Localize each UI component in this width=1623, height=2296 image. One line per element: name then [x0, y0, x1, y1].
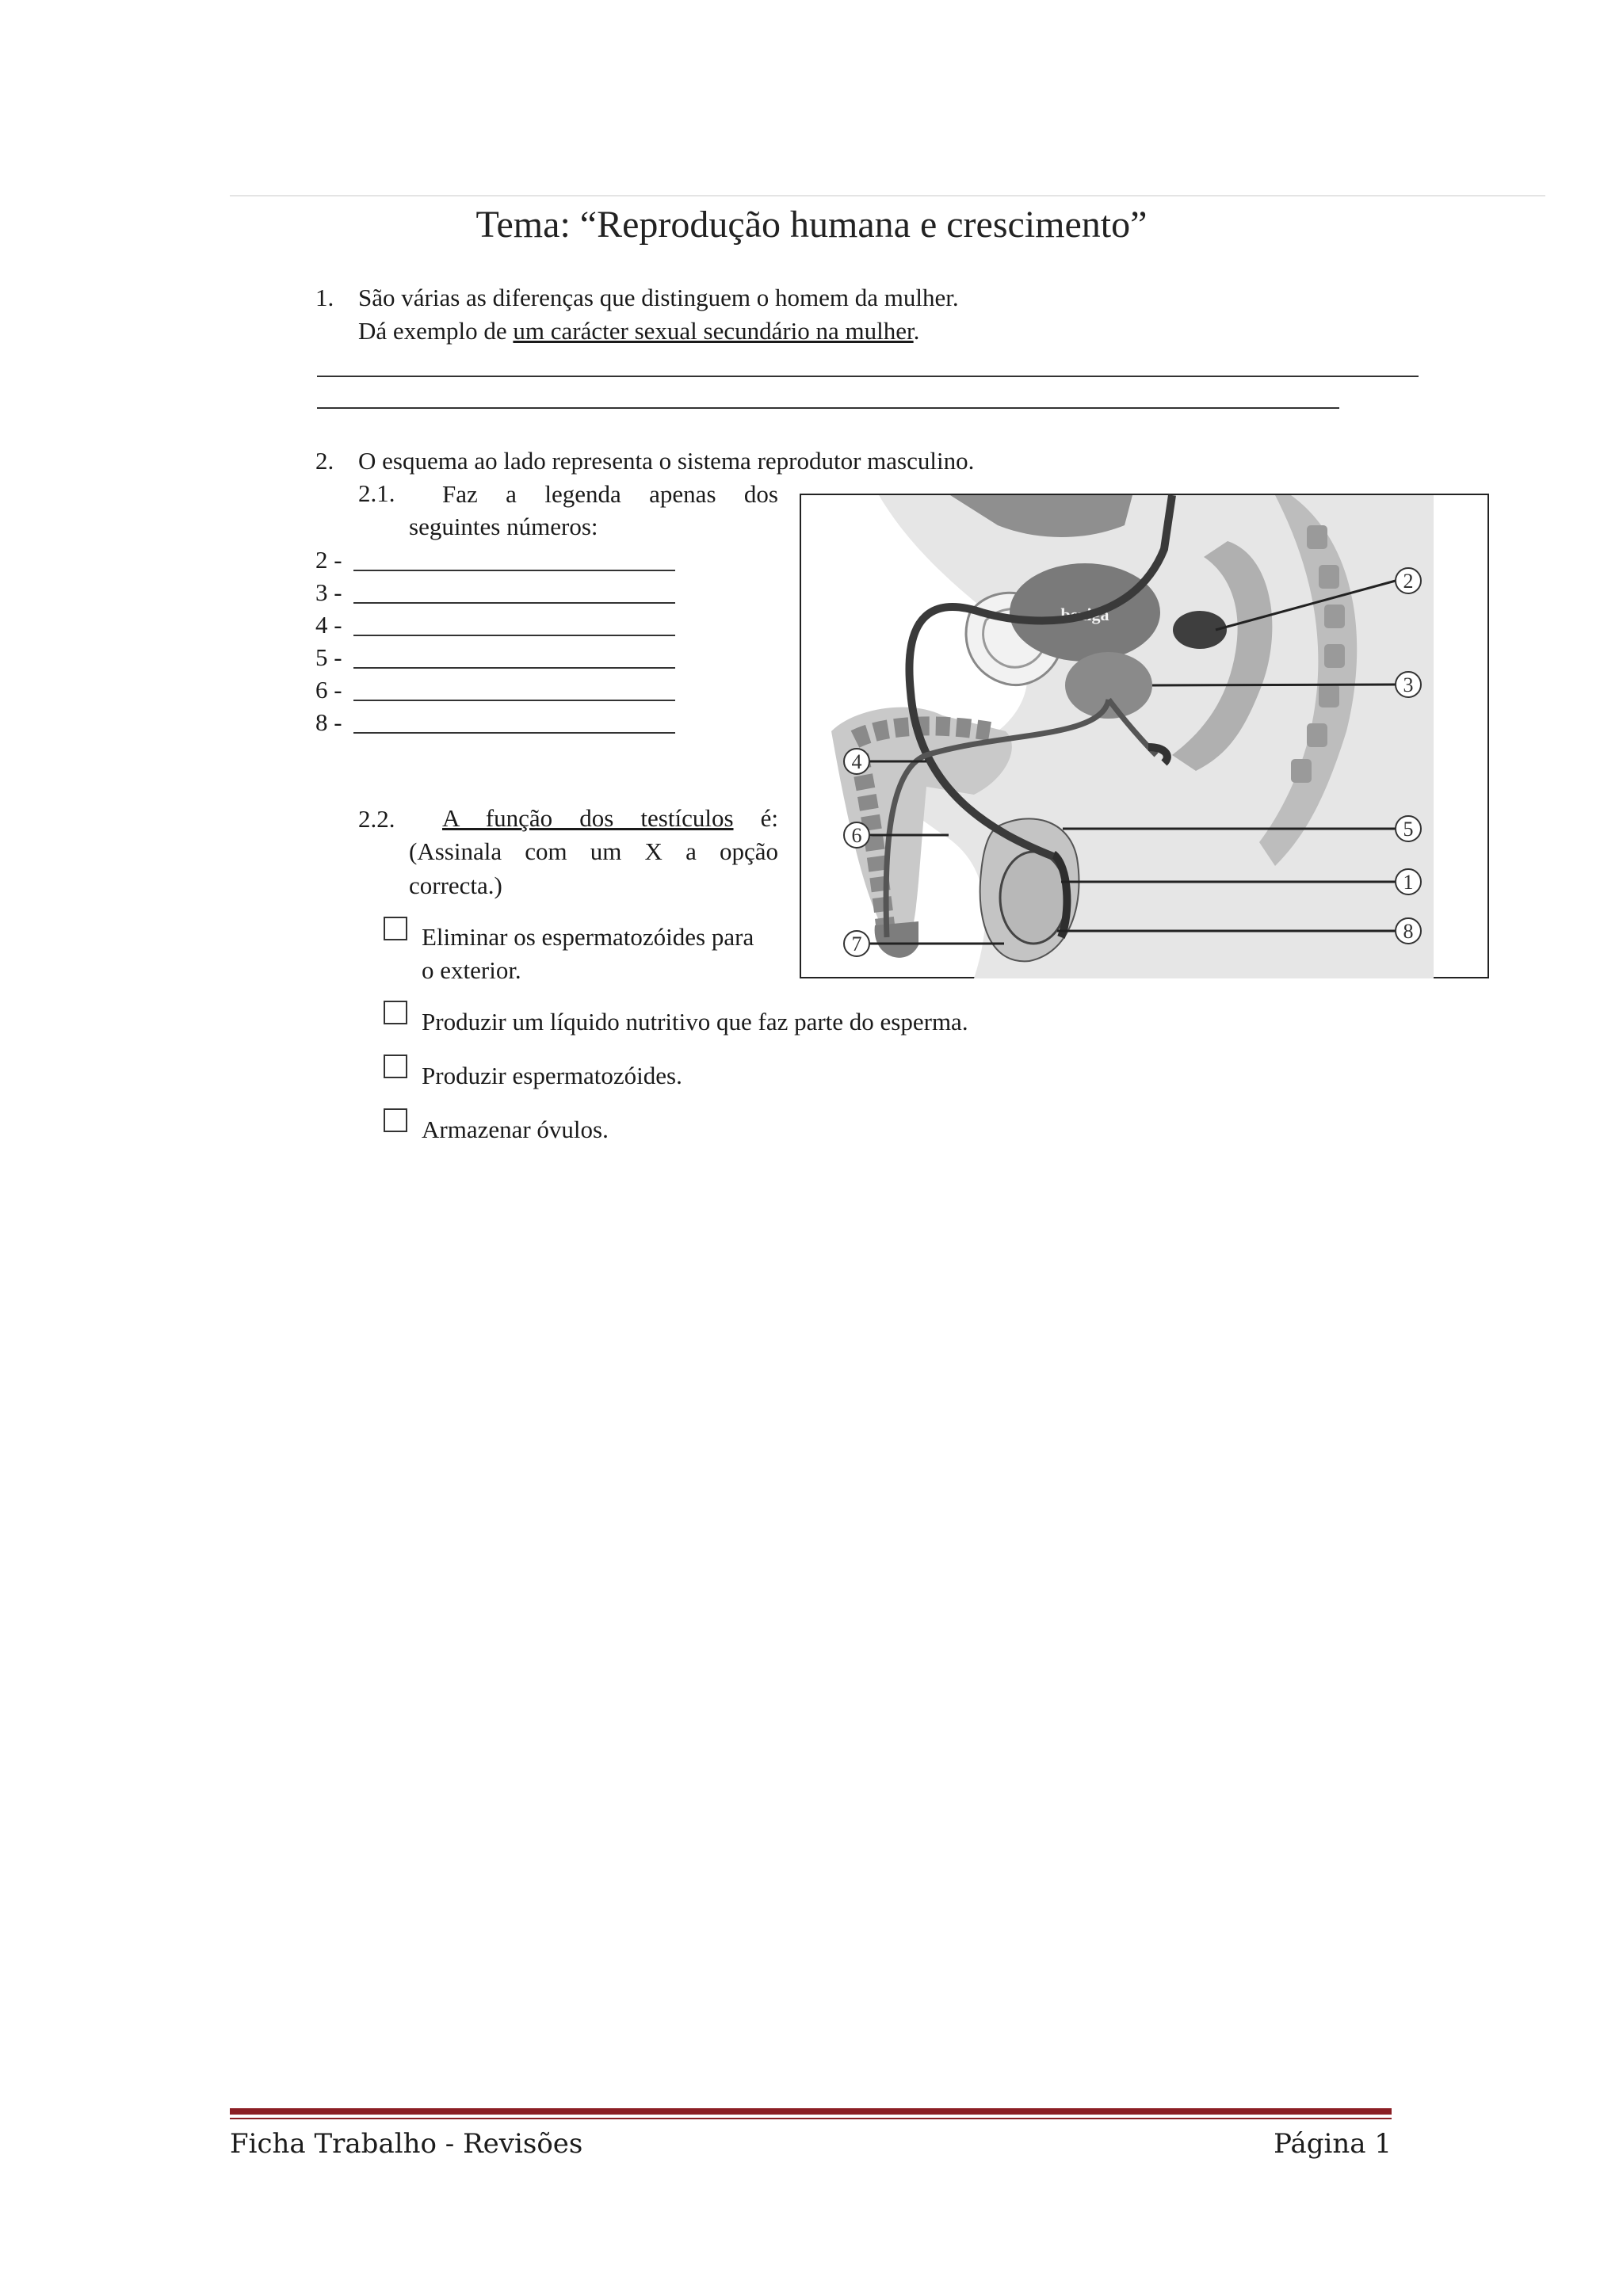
option-checkbox-4[interactable]	[384, 1108, 407, 1132]
legend-line-6[interactable]	[353, 700, 675, 701]
prostate	[1065, 652, 1152, 719]
legend-item-8: 8 -	[315, 708, 342, 736]
option-1-line2: o exterior.	[422, 956, 521, 984]
option-4-label: Armazenar óvulos.	[422, 1116, 609, 1143]
legend-line-8[interactable]	[353, 732, 675, 734]
svg-text:3: 3	[1403, 673, 1414, 696]
q1-text-line2: Dá exemplo de um carácter sexual secundário na mulher.	[358, 317, 920, 345]
q2-number: 2.	[315, 447, 334, 475]
callout-6	[844, 822, 869, 848]
callout-7	[844, 931, 869, 956]
page-number: Página 1	[1274, 2128, 1392, 2160]
option-2-label: Produzir um líquido nutritivo que faz parte do esperma.	[422, 1008, 968, 1035]
svg-text:8: 8	[1403, 920, 1414, 943]
option-1-line1: Eliminar os espermatozóides para	[422, 923, 754, 951]
q1-number: 1.	[315, 284, 334, 311]
option-checkbox-3[interactable]	[384, 1055, 407, 1078]
q2-text: O esquema ao lado representa o sistema reprodutor masculino.	[358, 447, 975, 475]
legend-item-4: 4 -	[315, 611, 342, 639]
svg-text:4: 4	[851, 750, 862, 773]
q2-1-line2: seguintes números:	[409, 513, 598, 540]
bladder-label: bexiga	[1060, 605, 1109, 624]
option-checkbox-2[interactable]	[384, 1001, 407, 1024]
footer-title: Ficha Trabalho - Revisões	[230, 2128, 583, 2160]
legend-item-6: 6 -	[315, 676, 342, 704]
page-title: Tema: “Reprodução humana e crescimento”	[475, 204, 1148, 246]
svg-text:7: 7	[851, 933, 862, 955]
svg-text:5: 5	[1403, 818, 1414, 841]
legend-item-2: 2 -	[315, 546, 342, 574]
callout-1	[1396, 869, 1421, 894]
callout-2	[1396, 568, 1421, 593]
svg-text:6: 6	[851, 824, 862, 847]
q1-answer-line-2[interactable]	[317, 407, 1339, 409]
testis	[1000, 852, 1067, 944]
legend-line-5[interactable]	[353, 667, 675, 669]
svg-text:2: 2	[1403, 570, 1414, 593]
legend-item-5: 5 -	[315, 643, 342, 671]
reproductive-system-diagram	[800, 494, 1489, 978]
footer-rule-thin	[230, 2118, 1392, 2119]
legend-line-4[interactable]	[353, 635, 675, 636]
q1-text-line1: São várias as diferenças que distinguem o homem da mulher.	[358, 284, 959, 311]
q2-2-number: 2.2.	[358, 805, 395, 833]
q2-2-line2: (Assinala com um X a opção	[409, 837, 778, 865]
q1-answer-line-1[interactable]	[317, 376, 1419, 377]
callout-4	[844, 749, 869, 774]
callout-5	[1396, 816, 1421, 841]
svg-text:1: 1	[1403, 871, 1414, 894]
footer-rule-thick	[230, 2108, 1392, 2115]
legend-line-2[interactable]	[353, 570, 675, 571]
q2-1-number: 2.1.	[358, 479, 395, 507]
option-checkbox-1[interactable]	[384, 917, 407, 940]
callout-3	[1396, 672, 1421, 697]
legend-item-3: 3 -	[315, 578, 342, 606]
option-3-label: Produzir espermatozóides.	[422, 1062, 682, 1089]
legend-line-3[interactable]	[353, 602, 675, 604]
callout-8	[1396, 918, 1421, 944]
q2-1-line1: Faz a legenda apenas dos	[442, 480, 778, 508]
header-rule	[230, 195, 1545, 196]
q2-2-line3: correcta.)	[409, 871, 502, 899]
q2-2-line1: A função dos testículos é:	[442, 804, 778, 832]
